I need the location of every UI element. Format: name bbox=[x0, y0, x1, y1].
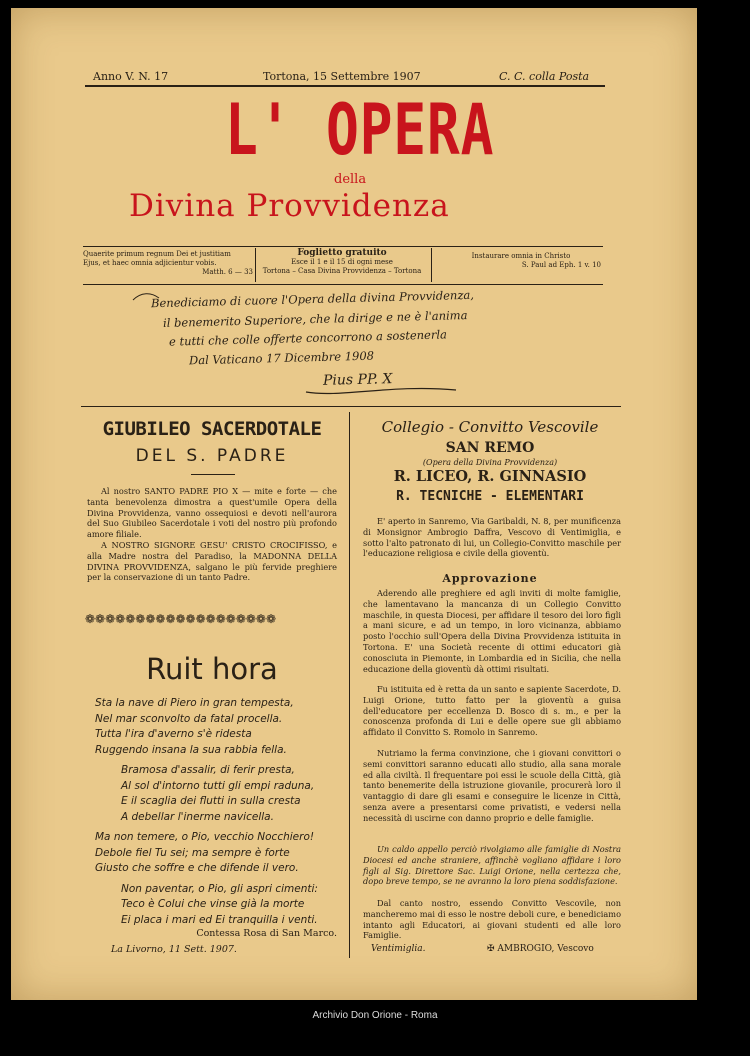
right-motto: Instaurare omnia in Christo S. Paul ad Eph. 1 v. 10 bbox=[471, 252, 601, 269]
right-heading-5: R. TECNICHE - ELEMENTARI bbox=[396, 489, 584, 504]
left-paragraph-1: Al nostro SANTO PADRE PIO X — mite e forte — che tanta benevolenza dimostra a quest'umile Opera della Divina Provvidenza, vanno ossequiosi e devoti nell'aurora del Suo Giubileo Sacerdotale i voti del nostro più profondo amore filiale. bbox=[87, 486, 337, 540]
papal-signature: Pius PP. X bbox=[322, 371, 393, 389]
left-heading-1: GIUBILEO SACERDOTALE bbox=[102, 418, 322, 440]
ornament-border-icon: ❁❁❁❁❁❁❁❁❁❁❁❁❁❁❁❁❁❁❁ bbox=[85, 612, 277, 626]
newspaper-page bbox=[11, 8, 697, 1000]
signature-flourish-icon bbox=[301, 380, 461, 400]
right-intro: E' aperto in Sanremo, Via Garibaldi, N. 8, per munificenza di Monsignor Ambrogio Daffra, Vescovo di Ventimiglia, e sotto l'alto patronato di lui, un Collegio-Convitto maschile per l'educazione religiosa e civile della gioventù. bbox=[363, 516, 621, 559]
center-motto: Foglietto gratuito Esce il 1 e il 15 di ogni mese Tortona – Casa Divina Provvidenza – Tortona bbox=[262, 248, 422, 275]
approval-signature: ✠ AMBROGIO, Vescovo bbox=[487, 944, 594, 954]
issue-date: Tortona, 15 Settembre 1907 bbox=[263, 70, 421, 83]
poem-body: Sta la nave di Piero in gran tempesta, Nel mar sconvolto da fatal procella. Tutta l'ira d'averno s'è ridesta Ruggendo insana la sua rabbia fella. Bramosa d'assalir, di ferir presta, Al sol d'intorno tutti gli empi raduna, E il scaglia dei flutti in sulla cresta A debellar l'inerme navicella. Ma non temere, o Pio, vecchio Nocchiero! Debole fiel Tu sei; ma sempre è forte Giusto che soffre e che difende il vero. Non paventar, o Pio, gli aspri cimenti: Teco è Colui che vinse già la morte Ei placa i mari ed Ei tranquilla i venti. bbox=[95, 697, 318, 926]
poem-title: Ruit hora bbox=[146, 652, 278, 686]
header-rule bbox=[85, 85, 605, 87]
columns-rule bbox=[81, 406, 621, 407]
column-divider bbox=[349, 412, 350, 958]
approval-paragraph-4: Un caldo appello perciò rivolgiamo alle famiglie di Nostra Diocesi ed anche straniere, affinchè vogliano affidare i loro figli al Sig. Direttore Sac. Luigi Orione, nella certezza che, dopo breve tempo, se ne avranno la loro piena soddisfazione. bbox=[363, 844, 621, 887]
poem-author: Contessa Rosa di San Marco. bbox=[196, 928, 337, 939]
newspaper-subtitle: Divina Provvidenza bbox=[129, 188, 450, 224]
small-rule bbox=[191, 474, 235, 475]
approval-paragraph-3: Nutriamo la ferma convinzione, che i giovani convittori o semi convittori saranno educati allo studio, alla sana morale ed alla civiltà. Il frequentare poi essi le scuole della Città, già tanto benemerite della istruzione giovanile, procurerà loro il vantaggio di dare gli esami e conseguire le licenze in Città, senza avere a presentarsi come privatisti, e vedersi nella necessità di uscirne con danno proprio e delle famiglie. bbox=[363, 748, 621, 823]
approval-paragraph-1: Aderendo alle preghiere ed agli inviti di molte famiglie, che lamentavano la mancanza di un Collegio Convitto maschile, in questa Diocesi, per affidare il tesoro dei loro figli a mani sicure, e ad un tempo, in loro vicinanza, abbiamo posto l'occhio sull'Opera della Divina Provvidenza istituita in Tortona. E' una Società recente di ottimi educatori già conosciuta in Piemonte, in Lombardia ed in Sicilia, che nella educazione della gioventù dà ottimi risultati. bbox=[363, 588, 621, 674]
handwritten-line-1: Benediciamo di cuore l'Opera della divina Provvidenza, bbox=[150, 287, 475, 311]
left-heading-2: DEL S. PADRE bbox=[135, 446, 289, 466]
right-heading-4: R. LICEO, R. GINNASIO bbox=[393, 468, 587, 485]
issue-number: Anno V. N. 17 bbox=[93, 70, 169, 83]
handwritten-date: Dal Vaticano 17 Dicembre 1908 bbox=[188, 348, 375, 368]
motto-divider-right bbox=[431, 248, 432, 282]
right-heading-3: (Opera della Divina Provvidenza) bbox=[422, 458, 558, 467]
approval-title: Approvazione bbox=[442, 572, 538, 585]
left-motto: Quaerite primum regnum Dei et justitiam Ejus, et haec omnia adjicientur vobis. Matth. 6 — 33 bbox=[83, 250, 253, 276]
motto-divider-left bbox=[255, 248, 256, 282]
title-della: della bbox=[334, 172, 367, 187]
postage-note: C. C. colla Posta bbox=[499, 70, 590, 83]
left-paragraph-2: A NOSTRO SIGNORE GESU' CRISTO CROCIFISSO, e alla Madre nostra del Paradiso, la MADONNA DELLA DIVINA PROVVIDENZA, salgano le più fervide preghiere per la conservazione di un tanto Padre. bbox=[87, 540, 337, 583]
motto-rule-top bbox=[83, 246, 603, 247]
handwritten-line-3: e tutti che colle offerte concorrono a sostenerla bbox=[168, 327, 448, 349]
archive-caption: Archivio Don Orione - Roma bbox=[312, 1010, 438, 1021]
right-heading-1: Collegio - Convitto Vescovile bbox=[381, 418, 599, 436]
approval-place: Ventimiglia. bbox=[371, 944, 426, 954]
motto-rule-bottom bbox=[83, 284, 603, 285]
approval-paragraph-2: Fu istituita ed è retta da un santo e sapiente Sacerdote, D. Luigi Orione, tutto fatto per la gioventù a guisa dell'educatore per eccellenza D. Bosco di s. m., e per la conoscenza profonda di Lui e delle opere sue gli abbiamo affidato il Convitto S. Romolo in Sanremo. bbox=[363, 684, 621, 738]
approval-paragraph-5: Dal canto nostro, essendo Convitto Vescovile, non mancheremo mai di esso le nostre deboli cure, e benediciamo intanto agli Educatori, ai giovani studenti ed alle loro Famiglie. bbox=[363, 898, 621, 941]
handwritten-line-2: il benemerito Superiore, che la dirige e ne è l'anima bbox=[162, 308, 468, 330]
signature-hook-icon bbox=[131, 290, 161, 310]
newspaper-title: L' OPERA bbox=[225, 89, 495, 171]
right-heading-2: SAN REMO bbox=[445, 440, 535, 456]
poem-place: La Livorno, 11 Sett. 1907. bbox=[111, 944, 237, 955]
